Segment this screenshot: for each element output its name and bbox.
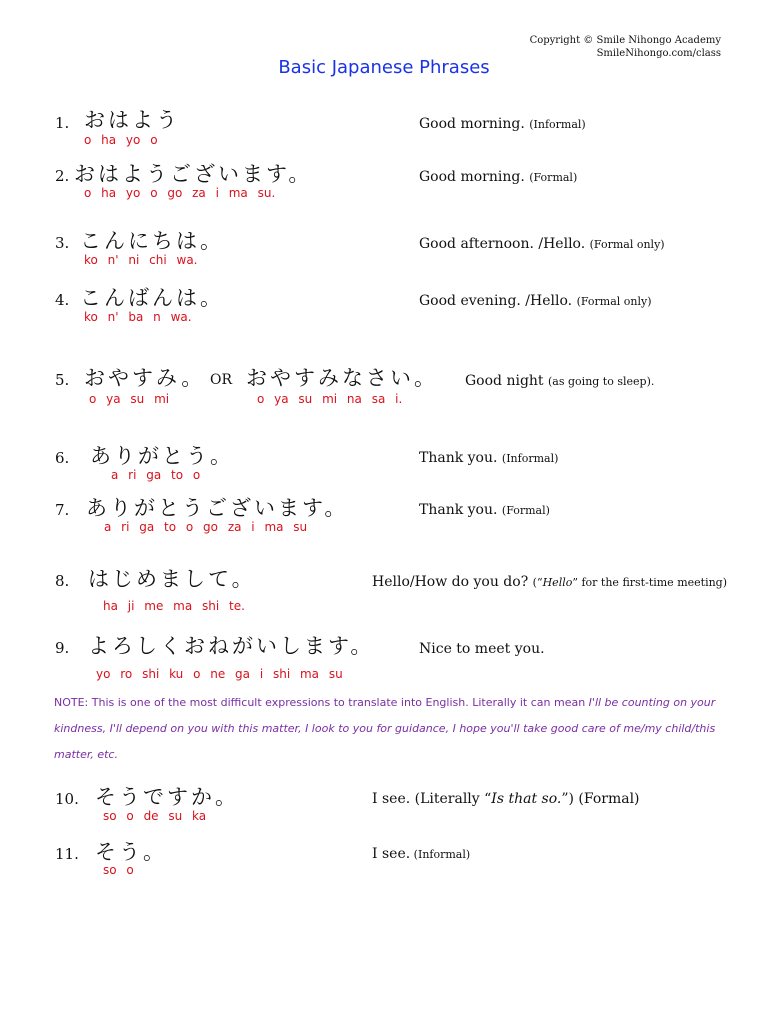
formality-note: (Formal only): [589, 238, 665, 251]
phrase-romaji: a ri ga to o go za i ma su: [104, 520, 308, 534]
phrase-number: 5.: [55, 371, 70, 389]
phrase-english: [419, 293, 652, 309]
phrase-japanese: こんにちは。: [80, 229, 224, 253]
phrase-japanese: おはようございます。: [74, 162, 313, 186]
phrase-japanese: そう。: [95, 840, 167, 864]
phrase-english: [419, 169, 577, 185]
or-label: OR: [210, 372, 233, 388]
phrase-japanese: おやすみ。: [84, 366, 206, 390]
phrase-japanese: ありがとう。: [90, 444, 234, 468]
phrase-romaji: yo ro shi ku o ne ga i shi ma su: [96, 667, 343, 681]
translation: I see.: [372, 791, 411, 807]
phrase-english: [419, 116, 586, 132]
translation: Thank you.: [419, 502, 498, 518]
translation: Good morning.: [419, 116, 525, 132]
formality-note: (Informal): [410, 848, 471, 861]
phrase-english: [419, 236, 665, 252]
translation: Hello/How do you do?: [372, 574, 529, 590]
phrase-japanese: ありがとうございます。: [86, 496, 349, 520]
phrase-english: [419, 502, 550, 518]
phrase-english: [419, 450, 558, 466]
literal-close: ”) (Formal): [561, 791, 640, 807]
phrase-number: 9.: [55, 639, 70, 657]
note-open: (“: [532, 576, 543, 589]
phrase-number: 2.: [55, 167, 70, 185]
phrase-english: [372, 574, 727, 590]
note-label: NOTE: This is one of the most difficult expressions to translate into English. Literally it can mean: [54, 696, 589, 709]
phrase-number: 3.: [55, 234, 70, 252]
phrase-romaji: o ya su mi: [89, 392, 170, 406]
note-close: ” for the first-time meeting): [572, 576, 727, 589]
phrase-japanese: よろしくおねがいします。: [88, 634, 375, 658]
formality-note: (Informal): [501, 452, 559, 465]
phrase-japanese: おはよう: [84, 108, 180, 132]
note-body: I'll be counting on your kindness, I'll depend on you with this matter, I look to you for guidance, I hope you'll take good care of me/my child/this matter, etc.: [54, 696, 716, 761]
phrase-romaji: a ri ga to o: [111, 468, 201, 482]
page-title: Basic Japanese Phrases: [278, 57, 490, 78]
phrase-romaji: ko n' ba n wa.: [84, 310, 192, 324]
phrase-number: 1.: [55, 114, 70, 132]
formality-note: (Informal): [529, 118, 586, 131]
phrase-number: 8.: [55, 572, 70, 590]
translation: Good morning.: [419, 169, 525, 185]
context-note: [533, 576, 727, 589]
phrase-japanese: はじめまして。: [88, 567, 256, 591]
phrase-number: 10.: [55, 790, 79, 808]
phrase-romaji: o ha yo o: [84, 133, 158, 147]
phrase-romaji: ko n' ni chi wa.: [84, 253, 198, 267]
phrase-romaji: ha ji me ma shi te.: [103, 599, 245, 613]
translation: Good evening. /Hello.: [419, 293, 573, 309]
formality-note: (Formal only): [576, 295, 652, 308]
translation: Thank you.: [419, 450, 498, 466]
phrase-japanese-alt: おやすみなさい。: [246, 366, 438, 390]
phrase-english: Nice to meet you.: [419, 641, 545, 657]
phrase-romaji-alt: o ya su mi na sa i.: [257, 392, 403, 406]
literal-emphasis: Is that so.: [491, 791, 562, 807]
translation: Good afternoon. /Hello.: [419, 236, 586, 252]
formality-note: (as going to sleep).: [548, 375, 655, 388]
translation: I see.: [372, 846, 411, 862]
phrase-romaji: o ha yo o go za i ma su.: [84, 186, 276, 200]
phrase-number: 11.: [55, 845, 79, 863]
literal-open: (Literally “: [410, 791, 492, 807]
copyright-url: SmileNihongo.com/class: [596, 48, 721, 59]
note-paragraph: [54, 690, 726, 768]
copyright-line-1: Copyright © Smile Nihongo Academy: [529, 35, 721, 46]
formality-note: (Formal): [501, 504, 550, 517]
phrase-number: 4.: [55, 291, 70, 309]
translation: Good night: [465, 373, 544, 389]
phrase-romaji: so o de su ka: [103, 809, 207, 823]
phrase-number: 6.: [55, 449, 70, 467]
formality-note: (Formal): [529, 171, 578, 184]
note-emphasis: Hello: [542, 576, 573, 589]
phrase-english: [372, 791, 640, 807]
phrase-english: [465, 373, 654, 389]
phrase-english: [372, 846, 470, 862]
phrase-romaji: so o: [103, 863, 134, 877]
phrase-japanese: こんばんは。: [80, 286, 224, 310]
phrase-number: 7.: [55, 501, 70, 519]
phrase-japanese: そうですか。: [95, 785, 239, 809]
